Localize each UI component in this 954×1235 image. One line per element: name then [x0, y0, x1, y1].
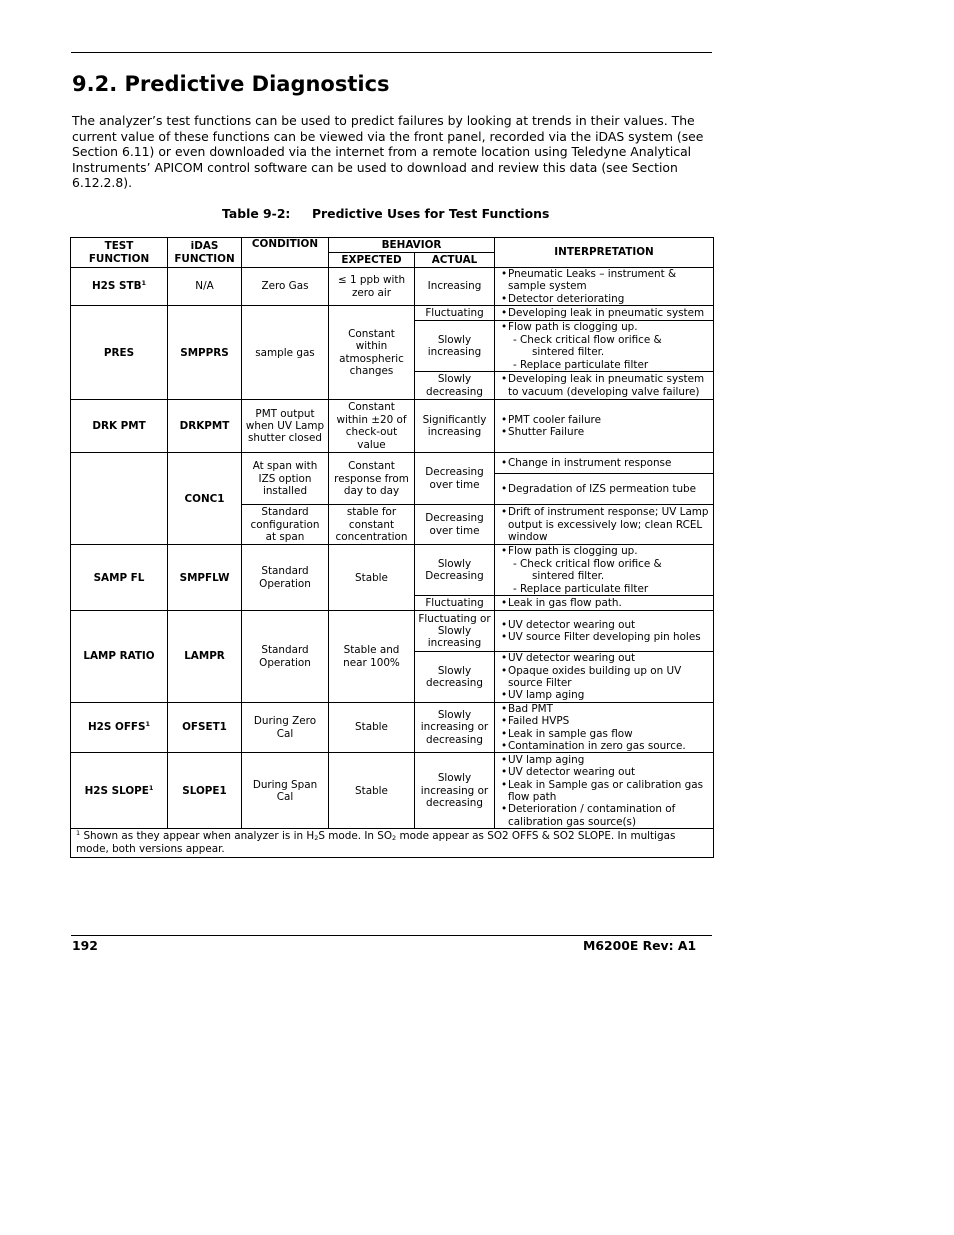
section-heading: 9.2. Predictive Diagnostics	[72, 72, 390, 96]
list-item: • Flow path is clogging up.	[501, 321, 711, 333]
actual-cell: Slowly decreasing	[415, 372, 495, 400]
test-function-cell: PRES	[71, 306, 168, 400]
interpretation-cell	[495, 596, 714, 611]
expected-cell: Constant within ±20 of check-out value	[329, 400, 415, 453]
expected-cell: Constant within atmospheric changes	[329, 306, 415, 400]
idas-function-cell: N/A	[168, 268, 242, 306]
actual-cell: Slowly increasing	[415, 321, 495, 372]
interpretation-cell	[495, 372, 714, 400]
list-item: • Bad PMT	[501, 703, 711, 715]
idas-function-cell: CONC1	[168, 453, 242, 545]
list-subitem-continuation: sintered filter.	[532, 346, 605, 359]
list-item: • Drift of instrument response; UV Lamp output is excessively low; clean RCEL window	[501, 506, 711, 543]
test-function-cell: SAMP FL	[71, 545, 168, 611]
table-row	[71, 611, 714, 652]
list-item: • Contamination in zero gas source.	[501, 740, 711, 752]
interpretation-cell	[495, 753, 714, 829]
expected-cell: Stable and near 100%	[329, 611, 415, 703]
condition-cell: Zero Gas	[242, 268, 329, 306]
page-number: 192	[72, 938, 98, 953]
predictive-uses-table	[70, 237, 714, 858]
header-behavior: BEHAVIOR	[329, 238, 495, 253]
table-row	[71, 268, 714, 306]
interpretation-cell	[495, 306, 714, 321]
list-item: • UV detector wearing out	[501, 619, 711, 631]
list-item: • Opaque oxides building up on UV source Filter	[501, 665, 711, 690]
condition-cell: During Span Cal	[242, 753, 329, 829]
actual-cell: Slowly increasing or decreasing	[415, 702, 495, 753]
actual-cell: Slowly decreasing	[415, 652, 495, 703]
footnote-row	[71, 829, 714, 858]
list-item: • Pneumatic Leaks – instrument & sample system	[501, 268, 711, 293]
idas-function-cell: SMPPRS	[168, 306, 242, 400]
header-condition: CONDITION	[242, 238, 329, 268]
list-item: • Leak in Sample gas or calibration gas flow path	[501, 779, 711, 804]
condition-cell: sample gas	[242, 306, 329, 400]
footer-rule	[71, 935, 712, 936]
header-interpretation: INTERPRETATION	[495, 238, 714, 268]
list-item: • Developing leak in pneumatic system to vacuum (developing valve failure)	[501, 373, 711, 398]
condition-cell: PMT output when UV Lamp shutter closed	[242, 400, 329, 453]
test-function-cell	[71, 453, 168, 545]
interpretation-cell	[495, 505, 714, 545]
list-subitem: - Check critical flow orifice &	[501, 558, 711, 570]
actual-cell: Slowly Decreasing	[415, 545, 495, 596]
condition-cell: Standard Operation	[242, 545, 329, 611]
table-caption-number: Table 9-2:	[222, 206, 291, 221]
actual-cell: Significantly increasing	[415, 400, 495, 453]
list-item: • Leak in gas flow path.	[501, 597, 711, 609]
interpretation-cell	[495, 321, 714, 372]
list-subitem: - Replace particulate filter	[501, 359, 711, 371]
top-rule	[71, 52, 712, 53]
interpretation-cell	[495, 652, 714, 703]
list-item: • UV lamp aging	[501, 689, 711, 701]
test-function-cell: DRK PMT	[71, 400, 168, 453]
actual-cell: Fluctuating or Slowly increasing	[415, 611, 495, 652]
table-row	[71, 702, 714, 753]
header-test-function: TEST FUNCTION	[71, 238, 168, 268]
expected-cell: Stable	[329, 753, 415, 829]
idas-function-cell: SMPFLW	[168, 545, 242, 611]
list-subitem-continuation: sintered filter.	[532, 570, 605, 583]
list-subitem: - Replace particulate filter	[501, 583, 711, 595]
interpretation-cell	[495, 268, 714, 306]
header-expected: EXPECTED	[329, 253, 415, 268]
expected-cell: Stable	[329, 702, 415, 753]
table-row	[71, 400, 714, 453]
intro-paragraph: The analyzer’s test functions can be used to predict failures by looking at trends in their values. The current value of these functions can be viewed via the front panel, recorded via the iDAS system (see Section 6.11) or even downloaded via the internet from a remote location using Teledyne Analytical Instruments’ APICOM control software can be used to download and review this data (see Section 6.12.2.8).	[72, 113, 704, 190]
table-row	[71, 545, 714, 596]
test-function-cell: LAMP RATIO	[71, 611, 168, 703]
idas-function-cell: SLOPE1	[168, 753, 242, 829]
table-row	[71, 453, 714, 474]
condition-cell: Standard configuration at span	[242, 505, 329, 545]
actual-cell: Fluctuating	[415, 306, 495, 321]
list-item: • UV detector wearing out	[501, 652, 711, 664]
interpretation-cell	[495, 702, 714, 753]
actual-cell: Increasing	[415, 268, 495, 306]
expected-cell: Constant response from day to day	[329, 453, 415, 505]
interpretation-cell	[495, 453, 714, 474]
test-function-cell: H2S STB$^1$	[71, 268, 168, 306]
test-function-cell: H2S SLOPE$^1$	[71, 753, 168, 829]
expected-cell: stable for constant concentration	[329, 505, 415, 545]
list-item: • UV source Filter developing pin holes	[501, 631, 711, 643]
list-item: • Change in instrument response	[501, 457, 711, 469]
expected-cell: ≤ 1 ppb with zero air	[329, 268, 415, 306]
list-item: • PMT cooler failure	[501, 414, 711, 426]
list-item: • UV detector wearing out	[501, 766, 711, 778]
table-caption	[222, 206, 549, 221]
list-item: • Leak in sample gas flow	[501, 728, 711, 740]
actual-cell: Fluctuating	[415, 596, 495, 611]
list-item: • Failed HVPS	[501, 715, 711, 727]
idas-function-cell: DRKPMT	[168, 400, 242, 453]
actual-cell: Decreasing over time	[415, 453, 495, 505]
interpretation-cell	[495, 474, 714, 505]
expected-cell: Stable	[329, 545, 415, 611]
interpretation-cell	[495, 545, 714, 596]
document-revision: M6200E Rev: A1	[583, 938, 697, 953]
header-idas-function: iDAS FUNCTION	[168, 238, 242, 268]
idas-function-cell: LAMPR	[168, 611, 242, 703]
condition-cell: During Zero Cal	[242, 702, 329, 753]
list-item: • Deterioration / contamination of calibration gas source(s)	[501, 803, 711, 828]
interpretation-cell	[495, 400, 714, 453]
test-function-cell: H2S OFFS$^1$	[71, 702, 168, 753]
idas-function-cell: OFSET1	[168, 702, 242, 753]
list-item: • Flow path is clogging up.	[501, 545, 711, 557]
interpretation-cell	[495, 611, 714, 652]
list-item: • UV lamp aging	[501, 754, 711, 766]
list-item: • Degradation of IZS permeation tube	[501, 483, 711, 495]
table-caption-title: Predictive Uses for Test Functions	[311, 206, 550, 221]
list-item: • Detector deteriorating	[501, 293, 711, 305]
table-row	[71, 306, 714, 321]
actual-cell: Decreasing over time	[415, 505, 495, 545]
list-item: • Shutter Failure	[501, 426, 711, 438]
condition-cell: At span with IZS option installed	[242, 453, 329, 505]
actual-cell: Slowly increasing or decreasing	[415, 753, 495, 829]
table-footnote: $^1$ Shown as they appear when analyzer is in $H_2S$ mode. In $SO_2$ mode appear as SO2 OFFS & SO2 SLOPE. In multigas mode, both versions appear.	[71, 829, 714, 858]
list-item: • Developing leak in pneumatic system	[501, 307, 711, 319]
table-row	[71, 753, 714, 829]
condition-cell: Standard Operation	[242, 611, 329, 703]
header-actual: ACTUAL	[415, 253, 495, 268]
list-subitem: - Check critical flow orifice &	[501, 334, 711, 346]
